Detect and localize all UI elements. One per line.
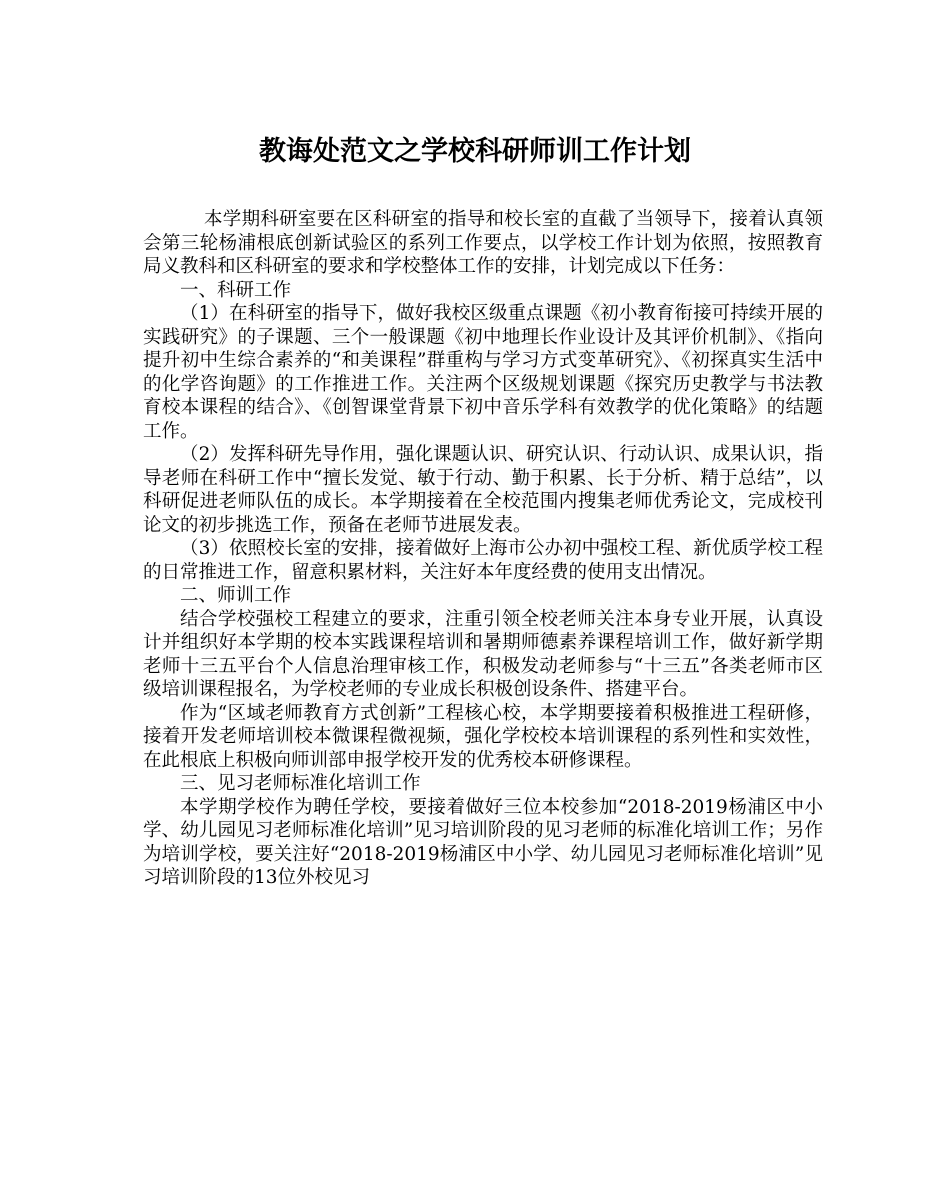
section-heading-trainee-training: 三、见习老师标准化培训工作 [180, 773, 421, 794]
document-body [143, 208, 823, 890]
intro-paragraph: 本学期科研室要在区科研室的指导和校长室的直截了当领导下，接着认真领会第三轮杨浦根底创新试验区的系列工作要点，以学校工作计划为依照，按照教育局义教科和区科研室的要求和学校整体工作的安排，计划完成以下任务： [143, 209, 823, 277]
research-item-3: （3）依照校长室的安排，接着做好上海市公办初中强校工程、新优质学校工程的日常推进工作，留意积累材料，关注好本年度经费的使用支出情况。 [143, 538, 823, 583]
trainee-training-paragraph: 本学期学校作为聘任学校，要接着做好三位本校参加“2018-2019杨浦区中小学、幼儿园见习老师标准化培训”见习培训阶段的见习老师的标准化培训工作；另作为培训学校，要关注好“2018-2019杨浦区中小学、幼儿园见习老师标准化培训”见习培训阶段的13位外校见习 [143, 796, 823, 888]
research-item-2: （2）发挥科研先导作用，强化课题认识、研究认识、行动认识、成果认识，指导老师在科研工作中“擅长发觉、敏于行动、勤于积累、长于分析、精于总结”，以科研促进老师队伍的成长。本学期接着在全校范围内搜集老师优秀论文，完成校刊论文的初步挑选工作，预备在老师节进展发表。 [143, 444, 823, 536]
teacher-training-paragraph-2: 作为“区域老师教育方式创新”工程核心校，本学期要接着积极推进工程研修，接着开发老师培训校本微课程微视频，强化学校校本培训课程的系列性和实效性，在此根底上积极向师训部申报学校开发的优秀校本研修课程。 [143, 702, 823, 771]
section-heading-research: 一、科研工作 [180, 279, 292, 301]
research-item-1: （1）在科研室的指导下，做好我校区级重点课题《初小教育衔接可持续开展的实践研究》的子课题、三个一般课题《初中地理长作业设计及其评价机制》、《指向提升初中生综合素养的“和美课程”群重构与学习方式变革研究》、《初探真实生活中的化学咨询题》的工作推进工作。关注两个区级规划课题《探究历史教学与书法教育校本课程的结合》、《创智课堂背景下初中音乐学科有效教学的优化策略》的结题工作。 [143, 303, 823, 442]
teacher-training-paragraph-1: 结合学校强校工程建立的要求，注重引领全校老师关注本身专业开展，认真设计并组织好本学期的校本实践课程培训和暑期师德素养课程培训工作，做好新学期老师十三五平台个人信息治理审核工作，积极发动老师参与“十三五”各类老师市区级培训课程报名，为学校老师的专业成长积极创设条件、搭建平台。 [143, 608, 823, 700]
document-title: 教诲处范文之学校科研师训工作计划 [259, 136, 691, 167]
section-heading-teacher-training: 二、师训工作 [180, 585, 292, 606]
